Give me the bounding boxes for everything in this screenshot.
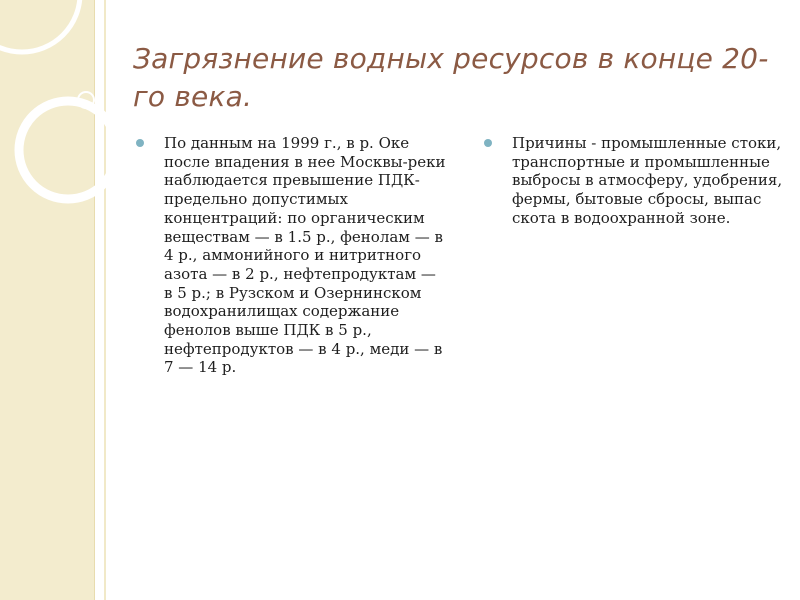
right-bullet-text: Причины - промышленные стоки, транспортные и промышленные выбросы в атмосферу, удобрения, фермы, бытовые сбросы, выпас скота в водоохранной зоне.	[512, 134, 783, 227]
left-bullet-item	[136, 134, 448, 377]
decorative-side-rule	[104, 0, 106, 600]
bullet-dot-icon	[136, 139, 144, 147]
slide-title: Загрязнение водных ресурсов в конце 20-го века.	[133, 42, 769, 113]
bullet-dot-icon	[484, 139, 492, 147]
decorative-side-band	[0, 0, 95, 600]
right-bullet-item	[484, 134, 784, 228]
left-bullet-text: По данным на 1999 г., в р. Оке после впадения в нее Москвы-реки наблюдается превышение ПДК-предельно допустимых концентраций: по органическим веществам — в 1.5 р., фенолам — в 4 р., аммонийного и нитритного азота — в 2 р., нефтепродуктам — в 5 р.; в Рузском и Озернинском водохранилищах содержание фенолов выше ПДК в 5 р., нефтепродуктов — в 4 р., меди — в 7 — 14 р.	[164, 134, 446, 377]
